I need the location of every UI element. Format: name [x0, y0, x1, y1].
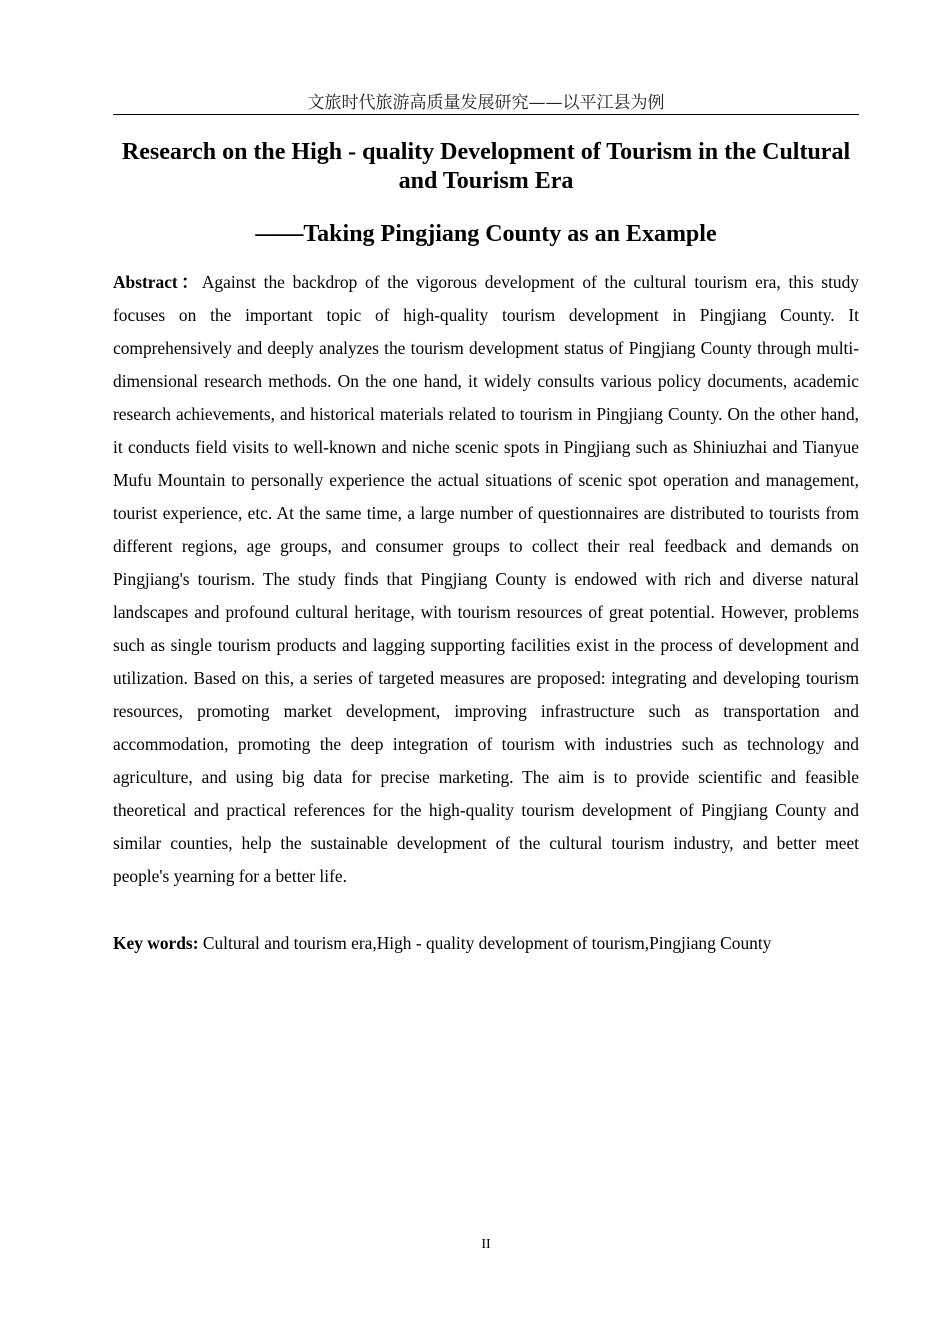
keywords-line [113, 927, 859, 960]
paper-title: Research on the High - quality Development of Tourism in the Cultural and Tourism Era [121, 139, 851, 194]
paper-subtitle: ——Taking Pingjiang County as an Example [255, 221, 717, 247]
keywords-label: Key words: [113, 933, 199, 953]
header-divider [113, 114, 859, 115]
keywords-text: Cultural and tourism era,High - quality development of tourism,Pingjiang County [202, 933, 772, 953]
page-number: II [481, 1237, 491, 1252]
running-header: 文旅时代旅游高质量发展研究——以平江县为例 [307, 93, 665, 113]
abstract-paragraph [113, 266, 859, 893]
abstract-label: Abstract： [113, 272, 202, 292]
abstract-text: Against the backdrop of the vigorous development of the cultural tourism era, this study focuses on the important topic of high-quality tourism development in Pingjiang County. It comprehensively and deeply analyzes the tourism development status of Pingjiang County through multi-dimensional research methods. On the one hand, it widely consults various policy documents, academic research achievements, and historical materials related to tourism in Pingjiang County. On the other hand, it conducts field visits to well-known and niche scenic spots in Pingjiang such as Shiniuzhai and Tianyue Mufu Mountain to personally experience the actual situations of scenic spot operation and management, tourist experience, etc. At the same time, a large number of questionnaires are distributed to tourists from different regions, age groups, and consumer groups to collect their real feedback and demands on Pingjiang's tourism. The study finds that Pingjiang County is endowed with rich and diverse natural landscapes and profound cultural heritage, with tourism resources of great potential. However, problems such as single tourism products and lagging supporting facilities exist in the process of development and utilization. Based on this, a series of targeted measures are proposed: integrating and developing tourism resources, promoting market development, improving infrastructure such as transportation and accommodation, promoting the deep integration of tourism with industries such as technology and agriculture, and using big data for precise marketing. The aim is to provide scientific and feasible theoretical and practical references for the high-quality tourism development of Pingjiang County and similar counties, help the sustainable development of the cultural tourism industry, and better meet people's yearning for a better life. [113, 272, 859, 886]
